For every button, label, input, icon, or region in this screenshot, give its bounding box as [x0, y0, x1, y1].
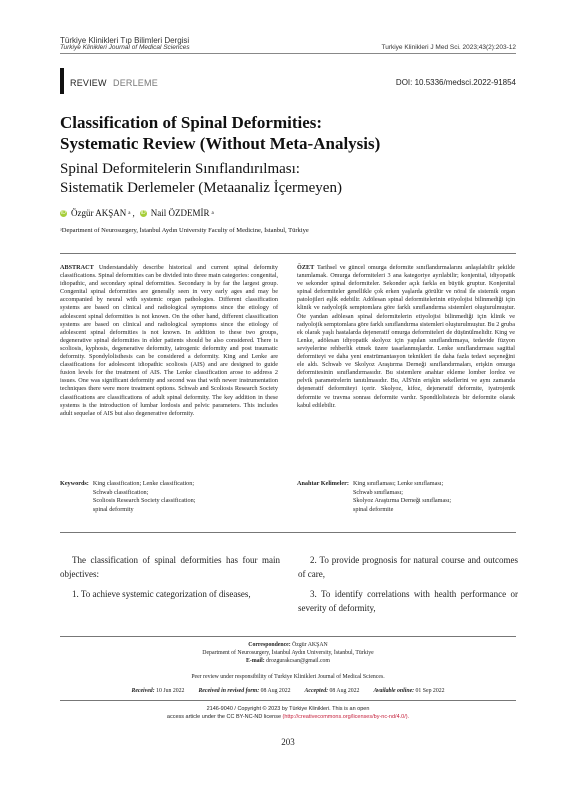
footer-divider [60, 636, 516, 637]
keywords-list [93, 480, 196, 514]
affiliation: ᵃDepartment of Neurosurgery, İstanbul Aydın University Faculty of Medicine, İstanbul, Türkiye [60, 227, 309, 234]
body-right-column [298, 554, 518, 622]
keyword-line: King sınıflaması; Lenke sınıflaması; [352, 480, 444, 487]
body-paragraph: 3. To identify correlations with health performance or severity of deformity, [298, 589, 518, 613]
author-2-affiliation-mark: a [211, 210, 214, 216]
dates-divider [60, 700, 516, 701]
title-line-1: Classification of Spinal Deformities: [60, 113, 323, 132]
keywords-tr [297, 480, 515, 514]
online-date: Available online: 01 Sep 2022 [373, 688, 445, 694]
page-number: 203 [281, 737, 295, 747]
body-paragraph: 1. To achieve systemic categorization of diseases, [72, 589, 251, 599]
title-line-2: Systematic Review (Without Meta-Analysis) [60, 134, 381, 153]
journal-name-en: Turkiye Klinikleri Journal of Medical Sciences [60, 44, 190, 51]
correspondence-address: Department of Neurosurgery, İstanbul Aydın University, İstanbul, Türkiye [202, 650, 374, 656]
orcid-icon[interactable]: iD [61, 209, 66, 216]
correspondence-name: Özgür AKŞAN [292, 642, 328, 648]
correspondence-email [60, 657, 516, 665]
citation: Turkiye Klinikleri J Med Sci. 2023;43(2):203-12 [381, 44, 516, 51]
article-type-derleme: DERLEME [113, 78, 158, 88]
author-2: Nail ÖZDEMİR [150, 208, 210, 218]
keywords-en [60, 480, 278, 514]
email-label: E-mail: [246, 658, 265, 664]
abstract-bottom-divider [60, 532, 516, 533]
article-dates [60, 688, 516, 694]
header-divider [60, 53, 516, 54]
journal-name: Türkiye Klinikleri Tıp Bilimleri Dergisi [60, 36, 190, 45]
abstract-text: Understandably describe historical and current spinal deformity classifications. Spinal deformities can be divided into three main categories: congenital, idiopathic, and secondary spinal deformities. Secondary is by far the largest group. Congenital spinal deformities are generally seen in very early ages and may be accompanied by neural with systemic organ pathologies. Different classification systems are based on clinical and radiological symptoms since the etiology of adolescent spinal deformities is not known. On the other hand, different classification systems are based on clinical and radiological symptoms since the etiology of adolescent spinal deformities is not known. In addition to these two groups, degenerative spinal deformities in elder patients should be also considered. There is scoliosis, kyphosis, degenerative deformity, iatrogenic deformity and post traumatic deformity. Spondylolisthesis can be considered a deformity. King and Lenke are classifications for adolescent idiopathic scoliosis (AIS) and are designed to guide fusion levels for the treatment of AIS. The Lenke classification arose to address 2 issues. One was significant deformity and second was that with newer instrumentation techniques there were more treatment options. Schwab and Scoliosis Research Society classifications are classifications of adult spinal deformity. The key addition in these systems is the introduction of lumbar lordosis and pelvic parameters. This includes adult sequelae of AIS but also degenerative deformity. [60, 264, 278, 417]
received-date: Received: 10 Jun 2022 [131, 688, 185, 694]
correspondence [60, 641, 516, 649]
orcid-icon[interactable]: iD [140, 209, 146, 216]
keyword-line: spinal deformity [92, 505, 134, 513]
body-paragraph: 2. To provide prognosis for natural course and outcomes of care, [298, 555, 518, 579]
ozet-label: ÖZET [297, 264, 315, 271]
peer-review-note: Peer review under responsibility of Turkiye Klinikleri Journal of Medical Sciences. [191, 674, 385, 680]
authors: iD Özgür AKŞAN a , iD Nail ÖZDEMİR a [61, 208, 214, 218]
author-1: Özgür AKŞAN [71, 208, 127, 218]
copyright-line-2: access article under the CC BY-NC-ND license (http://creativecommons.org/licenses/by-nc-nd/4.0/). [166, 714, 410, 720]
anahtar-kelimeler-label: Anahtar Kelimeler: [297, 480, 349, 487]
keyword-line: Skolyoz Araştırma Derneği sınıflaması; [352, 497, 452, 504]
article-type-review: REVIEW [70, 78, 107, 88]
section-bar [60, 68, 64, 94]
abstract-tr [297, 264, 515, 410]
keyword-line: Schwab sınıflaması; [352, 488, 403, 496]
keyword-line: Scoliosis Research Society classification; [92, 497, 196, 504]
keyword-line: King classification; Lenke classification; [92, 480, 195, 487]
abstract-label: ABSTRACT [60, 264, 94, 271]
subtitle-line-1: Spinal Deformitelerin Sınıflandırılması: [60, 161, 300, 177]
body-left-column [60, 554, 280, 609]
keyword-line: spinal deformite [352, 505, 394, 513]
article-subtitle [60, 160, 520, 198]
anahtar-kelimeler-list [353, 480, 451, 514]
abstract-top-divider [60, 253, 516, 254]
keyword-line: Schwab classification; [92, 488, 149, 496]
doi[interactable]: DOI: 10.5336/medsci.2022-91854 [395, 78, 516, 87]
revised-date: Received in revised form: 08 Aug 2022 [198, 688, 291, 694]
article-title [60, 112, 520, 154]
license-link[interactable]: (http://creativecommons.org/licenses/by-nc-nd/4.0/). [282, 714, 410, 720]
keywords-label: Keywords: [60, 480, 89, 487]
copyright [60, 705, 516, 721]
copyright-line-1: 2146-9040 / Copyright © 2023 by Türkiye Klinikleri. This is an open [206, 706, 370, 712]
subtitle-line-2: Sistematik Derlemeler (Metaanaliz İçermeyen) [60, 180, 342, 196]
abstract-en [60, 264, 278, 418]
body-paragraph: The classification of spinal deformities has four main objectives: [60, 555, 280, 579]
correspondence-label: Correspondence: [248, 642, 291, 648]
email-address[interactable]: drozgurakcsan@gmail.com [266, 658, 330, 664]
accepted-date: Accepted: 08 Aug 2022 [304, 688, 360, 694]
ozet-text: Tarihsel ve güncel omurga deformite sınıflandırmalarını anlaşılabilir şekilde tanımlamak. Omurga deformiteleri 3 ana kategoriye ayrılabilir; konjenital, idiyopatik ve sekonder spinal deformiteler. Sekonder açık farkla en büyük gruptur. Konjenital spinal deformiteler genellikle çok erken yaşlarda görülür ve nöral ile sistemik organ patolojileri eşlik edebilir. Adölesan spinal deformitelerinin etiyolojisi bilinmediği için klinik ve radyolojik semptomlara göre farklı sınıflandırma sistemleri oluşturulmuştur. Öte yandan adölesan spinal deformitelerin etiyolojisi bilinmediği için klinik ve radyolojik semptomlara göre farklı sınıflandırma sistemleri oluşturulmuştur. Bu 2 gruba ek olarak yaşlı hastalarda dejeneratif omurga deformiteleri de düşünülmelidir. King ve Lenke, adölesan idiyopatik skolyoz için yapılan sınıflandırmaya, tedavide füzyon seviyelerine rehberlik etmek üzere tasarlanmışlardır. Lenke sınıflandırması sagittal deformiteyi ve daha yeni enstrümantasyon teknikleri ile daha fazla tedavi seçeneğini ele aldı. Schwab ve Skolyoz Araştırma Derneği sınıflandırmaları, erişkin omurga deformitesinin sınıflandırmasıdır. Bu sistemlere anahtar ekleme lomber lordoz ve pelvik parametrelerin tanıtılmasıdır. Bu, AİS'nin erişkin sekellerini ve aynı zamanda dejeneratif deformiteyi içerir. Skolyoz, kifoz, dejeneratif deformite, iyatrojenik deformite ve travma sonrası deformite vardır. Spondilolistezis bir deformite olarak kabul edilebilir. [297, 264, 515, 409]
author-1-affiliation-mark: a [128, 210, 131, 216]
